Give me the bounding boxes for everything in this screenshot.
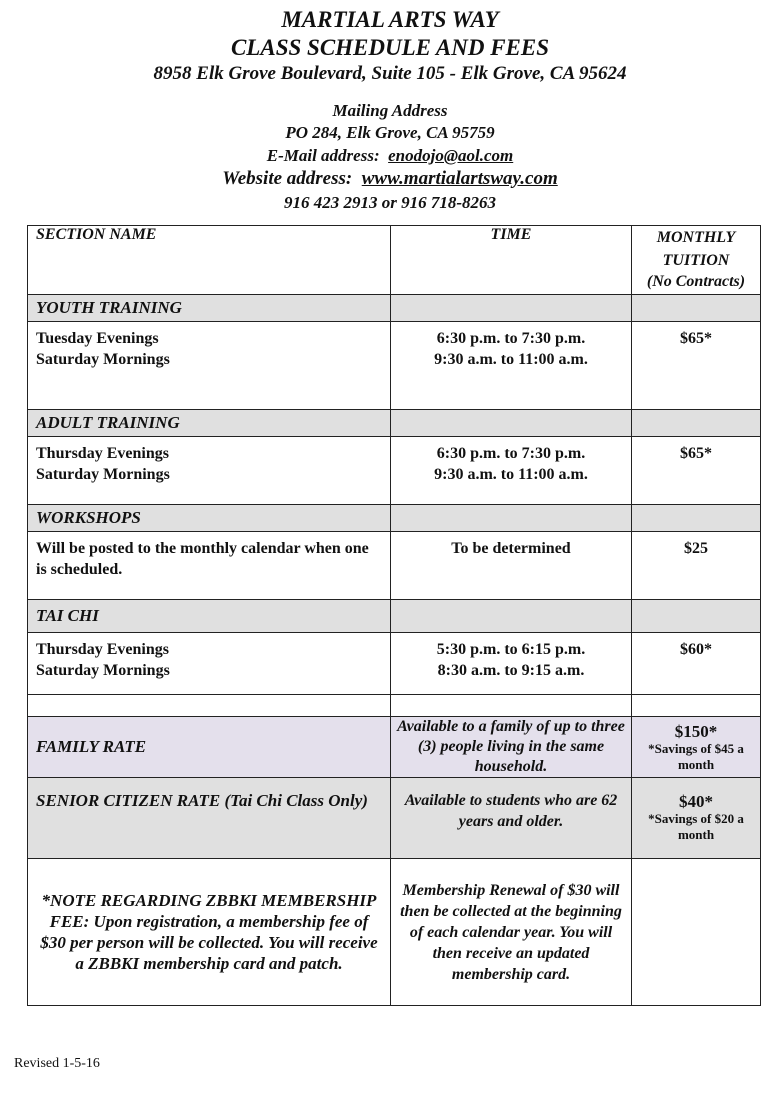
workshop-time: To be determined	[391, 532, 632, 600]
tuition-price: $25	[632, 532, 761, 600]
page-title: MARTIAL ARTS WAY	[281, 7, 499, 32]
savings-note: *Savings of $45 a month	[648, 740, 744, 772]
senior-rate-price	[632, 778, 761, 859]
class-days	[28, 633, 391, 695]
family-rate-description: Available to a family of up to three (3) people living in the same household.	[391, 717, 632, 778]
col-header-section: SECTION NAME	[28, 226, 391, 295]
workshop-description: Will be posted to the monthly calendar when one is scheduled.	[28, 532, 391, 600]
website-line	[0, 168, 780, 190]
class-times	[391, 633, 632, 695]
section-row-workshops	[28, 505, 761, 532]
website-label: Website address:	[222, 168, 353, 189]
section-row-adult	[28, 410, 761, 437]
family-rate-label: FAMILY RATE	[28, 717, 391, 778]
membership-note-row	[28, 859, 761, 1006]
day: Thursday Evenings	[36, 641, 169, 658]
senior-rate-row	[28, 778, 761, 859]
page-subtitle: CLASS SCHEDULE AND FEES	[230, 35, 550, 60]
day: Thursday Evenings	[36, 445, 169, 462]
day: Saturday Mornings	[36, 662, 170, 679]
time: 6:30 p.m. to 7:30 p.m.	[436, 445, 586, 462]
time: 5:30 p.m. to 6:15 p.m.	[436, 641, 586, 658]
class-times	[391, 322, 632, 410]
tuition-line2: TUITION	[662, 252, 730, 269]
email-line	[0, 146, 780, 166]
family-rate-price	[632, 717, 761, 778]
tuition-price: $65*	[632, 322, 761, 410]
empty-cell	[632, 859, 761, 1006]
table-header-row	[28, 226, 761, 295]
price: $150*	[674, 721, 718, 741]
class-days	[28, 437, 391, 505]
mailing-label: Mailing Address	[332, 101, 448, 120]
day: Tuesday Evenings	[36, 330, 159, 347]
col-header-tuition	[632, 226, 761, 295]
time: 9:30 a.m. to 11:00 a.m.	[434, 466, 588, 483]
savings-note: *Savings of $20 a month	[648, 811, 744, 842]
membership-fee-note: *NOTE REGARDING ZBBKI MEMBERSHIP FEE: Upon registration, a membership fee of $30 per person will be collected. You will receive a ZBBKI membership card and patch.	[28, 859, 391, 1006]
senior-rate-description: Available to students who are 62 years and older.	[391, 778, 632, 859]
price: $40*	[679, 792, 713, 811]
table-row	[28, 532, 761, 600]
email-link[interactable]: enodojo@aol.com	[388, 146, 514, 165]
section-label: YOUTH TRAINING	[28, 295, 391, 322]
section-label: TAI CHI	[28, 600, 391, 633]
tuition-note: (No Contracts)	[646, 273, 746, 290]
class-times	[391, 437, 632, 505]
po-box: PO 284, Elk Grove, CA 95759	[285, 123, 495, 142]
section-row-taichi	[28, 600, 761, 633]
senior-rate-label: SENIOR CITIZEN RATE (Tai Chi Class Only)	[28, 778, 391, 859]
time: 8:30 a.m. to 9:15 a.m.	[437, 662, 585, 679]
membership-renewal-note: Membership Renewal of $30 will then be collected at the beginning of each calendar year. You will then receive an updated membership card.	[391, 859, 632, 1006]
phone-numbers: 916 423 2913 or 916 718-8263	[283, 193, 497, 212]
spacer-row	[28, 695, 761, 717]
section-row-youth	[28, 295, 761, 322]
tuition-price: $65*	[632, 437, 761, 505]
email-label: E-Mail address:	[266, 146, 380, 165]
class-days	[28, 322, 391, 410]
col-header-time: TIME	[391, 226, 632, 295]
website-link[interactable]: www.martialartsway.com	[361, 168, 558, 189]
table-row	[28, 633, 761, 695]
table-row	[28, 437, 761, 505]
tuition-line1: MONTHLY	[656, 229, 736, 246]
day: Saturday Mornings	[36, 351, 170, 368]
table-row	[28, 322, 761, 410]
section-label: ADULT TRAINING	[28, 410, 391, 437]
street-address: 8958 Elk Grove Boulevard, Suite 105 - Elk Grove, CA 95624	[153, 63, 627, 84]
time: 6:30 p.m. to 7:30 p.m.	[436, 330, 586, 347]
section-label: WORKSHOPS	[28, 505, 391, 532]
day: Saturday Mornings	[36, 466, 170, 483]
time: 9:30 a.m. to 11:00 a.m.	[434, 351, 588, 368]
family-rate-row	[28, 717, 761, 778]
schedule-table	[27, 225, 761, 1006]
revision-date: Revised 1-5-16	[14, 1056, 100, 1071]
tuition-price: $60*	[632, 633, 761, 695]
